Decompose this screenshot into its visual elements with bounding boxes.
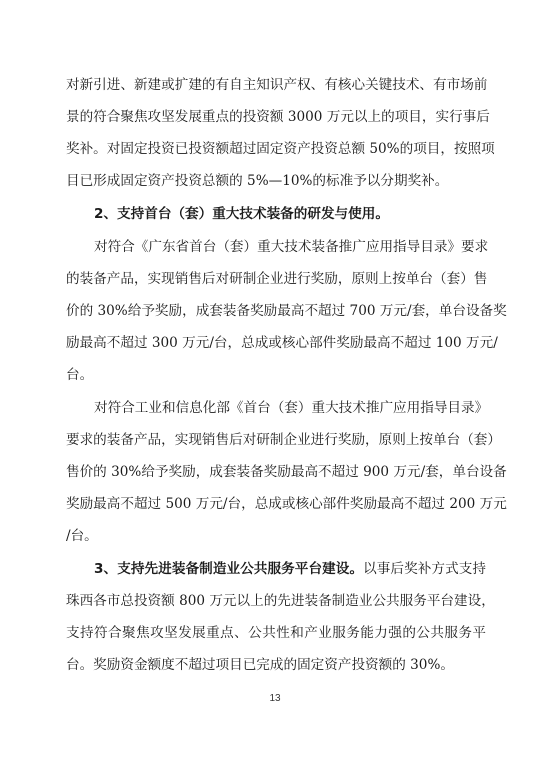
paragraph-2-line-5: 台。 <box>66 367 94 383</box>
paragraph-4-line-1 <box>94 560 486 578</box>
paragraph-1-line-2: 景的符合聚焦攻坚发展重点的投资额 3000 万元以上的项目，实行事后 <box>66 109 490 125</box>
paragraph-2-line-1: 对符合《广东省首台（套）重大技术装备推广应用指导目录》要求 <box>94 239 489 255</box>
paragraph-3-line-2: 要求的装备产品，实现销售后对研制企业进行奖励，原则上按单台（套） <box>66 432 501 448</box>
page-number: 13 <box>269 693 281 704</box>
section-heading-3: 3、支持先进装备制造业公共服务平台建设。 <box>94 561 364 577</box>
paragraph-3-line-3: 售价的 30%给予奖励，成套装备奖励最高不超过 900 万元/套，单台设备 <box>66 464 507 480</box>
paragraph-3-line-4: 奖励最高不超过 500 万元/台，总成或核心部件奖励最高不超过 200 万元 <box>66 496 507 512</box>
paragraph-3-line-1: 对符合工业和信息化部《首台（套）重大技术推广应用指导目录》 <box>94 400 489 416</box>
paragraph-4-line-3: 支持符合聚焦攻坚发展重点、公共性和产业服务能力强的公共服务平 <box>66 625 486 641</box>
paragraph-2-line-2: 的装备产品，实现销售后对研制企业进行奖励，原则上按单台（套）售 <box>66 271 488 287</box>
paragraph-4-line-4: 台。奖励资金额度不超过项目已完成的固定资产投资额的 30%。 <box>66 657 454 673</box>
paragraph-1-line-1: 对新引进、新建或扩建的有自主知识产权、有核心关键技术、有市场前 <box>66 77 488 93</box>
paragraph-4-line-2: 珠西各市总投资额 800 万元以上的先进装备制造业公共服务平台建设， <box>66 593 495 609</box>
paragraph-3-line-5: /台。 <box>66 528 98 544</box>
paragraph-1-line-4: 目已形成固定资产投资总额的 5%—10%的标准予以分期奖补。 <box>66 173 449 189</box>
section-heading-2: 2、支持首台（套）重大技术装备的研发与使用。 <box>94 206 389 222</box>
paragraph-2-line-3: 价的 30%给予奖励，成套装备奖励最高不超过 700 万元/套，单台设备奖 <box>66 303 507 319</box>
paragraph-2-line-4: 励最高不超过 300 万元/台，总成或核心部件奖励最高不超过 100 万元/ <box>66 335 498 351</box>
paragraph-4-lead-rest: 以事后奖补方式支持 <box>363 561 486 577</box>
paragraph-1-line-3: 奖补。对固定投资已投资额超过固定资产投资总额 50%的项目，按照项 <box>66 141 495 157</box>
